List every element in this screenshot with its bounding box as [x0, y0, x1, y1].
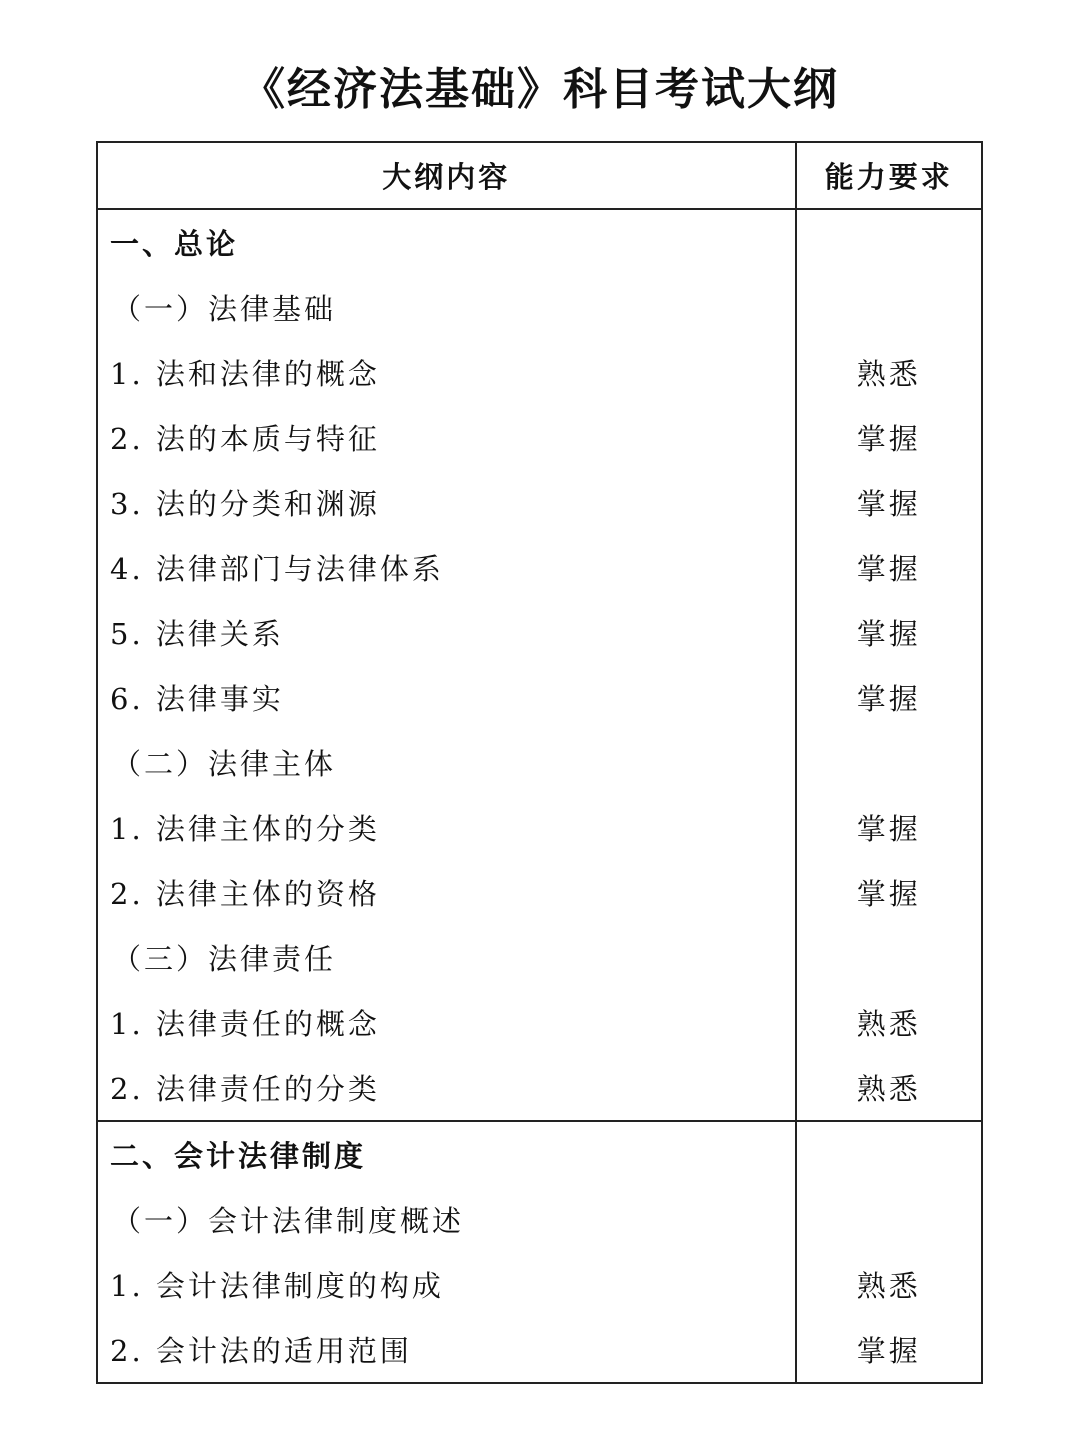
outline-content-cell: （一）会计法律制度概述: [97, 1187, 796, 1252]
table-header-row: [97, 142, 982, 209]
outline-content-cell: 2. 法律主体的资格: [97, 860, 796, 925]
ability-level-cell: [796, 730, 982, 795]
outline-table: [96, 141, 983, 1384]
ability-level-cell: 掌握: [796, 1317, 982, 1383]
table-row: [97, 1317, 982, 1383]
ability-level-cell: 掌握: [796, 600, 982, 665]
table-row: [97, 600, 982, 665]
outline-content-cell: 6. 法律事实: [97, 665, 796, 730]
chapter-row: [97, 1121, 982, 1187]
section-row: [97, 925, 982, 990]
header-level: 能力要求: [796, 142, 982, 209]
table-row: [97, 535, 982, 600]
table-row: [97, 1055, 982, 1121]
section-row: [97, 275, 982, 340]
table-row: [97, 340, 982, 405]
outline-content-cell: 二、会计法律制度: [97, 1121, 796, 1187]
outline-content-cell: 1. 法律责任的概念: [97, 990, 796, 1055]
ability-level-cell: [796, 1121, 982, 1187]
header-content: 大纲内容: [97, 142, 796, 209]
ability-level-cell: 掌握: [796, 795, 982, 860]
ability-level-cell: [796, 275, 982, 340]
table-body: [97, 209, 982, 1383]
outline-content-cell: 2. 会计法的适用范围: [97, 1317, 796, 1383]
table-row: [97, 405, 982, 470]
ability-level-cell: 熟悉: [796, 340, 982, 405]
outline-content-cell: 1. 会计法律制度的构成: [97, 1252, 796, 1317]
ability-level-cell: [796, 1187, 982, 1252]
outline-content-cell: 2. 法律责任的分类: [97, 1055, 796, 1121]
ability-level-cell: 熟悉: [796, 1252, 982, 1317]
outline-content-cell: 4. 法律部门与法律体系: [97, 535, 796, 600]
page-title: 《经济法基础》科目考试大纲: [241, 64, 839, 115]
ability-level-cell: 熟悉: [796, 1055, 982, 1121]
chapter-row: [97, 209, 982, 275]
outline-content-cell: 5. 法律关系: [97, 600, 796, 665]
ability-level-cell: 熟悉: [796, 990, 982, 1055]
outline-content-cell: （一）法律基础: [97, 275, 796, 340]
table-row: [97, 795, 982, 860]
outline-content-cell: 1. 法和法律的概念: [97, 340, 796, 405]
ability-level-cell: 掌握: [796, 470, 982, 535]
table-row: [97, 1252, 982, 1317]
table-row: [97, 665, 982, 730]
outline-content-cell: （三）法律责任: [97, 925, 796, 990]
ability-level-cell: 掌握: [796, 665, 982, 730]
ability-level-cell: [796, 925, 982, 990]
ability-level-cell: [796, 209, 982, 275]
outline-content-cell: （二）法律主体: [97, 730, 796, 795]
outline-content-cell: 一、总论: [97, 209, 796, 275]
table-row: [97, 470, 982, 535]
ability-level-cell: 掌握: [796, 860, 982, 925]
outline-content-cell: 3. 法的分类和渊源: [97, 470, 796, 535]
outline-content-cell: 1. 法律主体的分类: [97, 795, 796, 860]
section-row: [97, 730, 982, 795]
table-row: [97, 860, 982, 925]
section-row: [97, 1187, 982, 1252]
ability-level-cell: 掌握: [796, 405, 982, 470]
outline-content-cell: 2. 法的本质与特征: [97, 405, 796, 470]
ability-level-cell: 掌握: [796, 535, 982, 600]
table-row: [97, 990, 982, 1055]
